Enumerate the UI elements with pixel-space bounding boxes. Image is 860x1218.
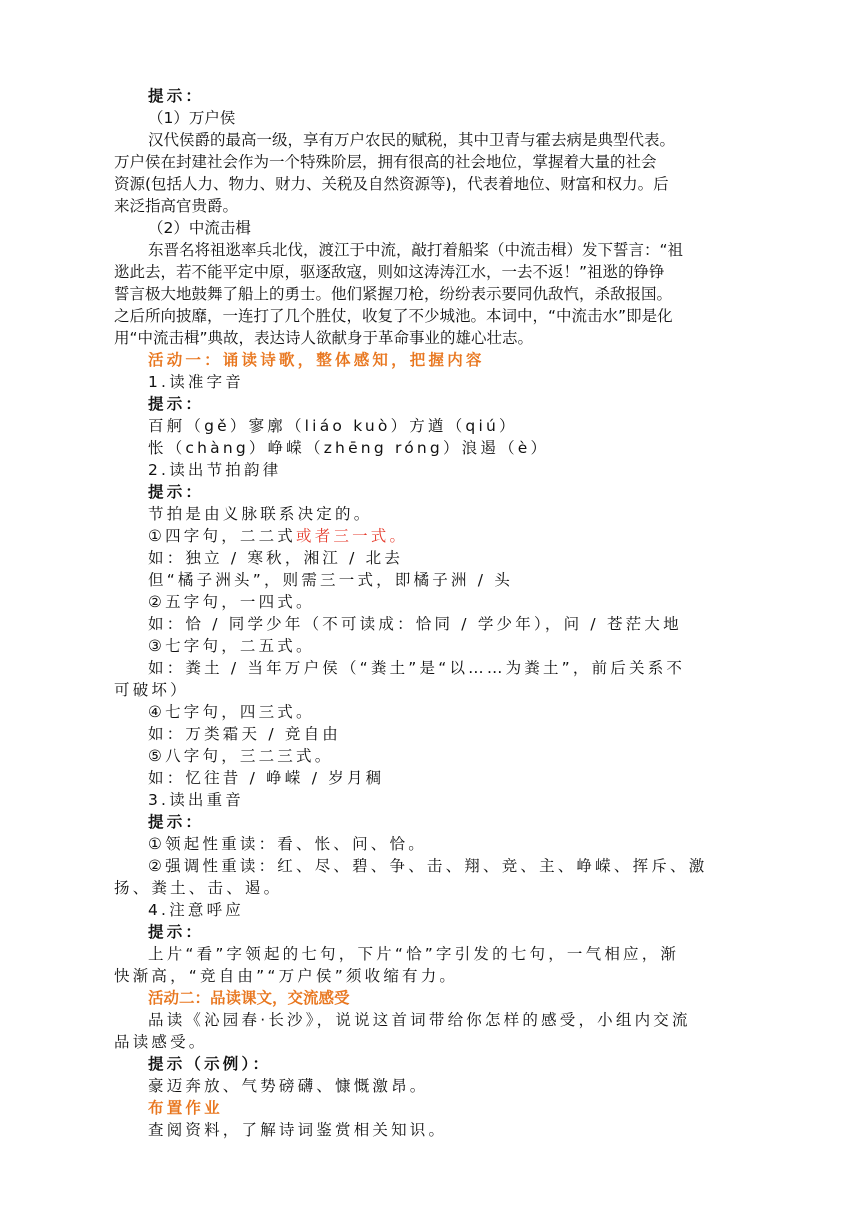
section-heading: [0, 987, 860, 1009]
text-line-content: 3.读出重音: [148, 791, 244, 809]
text-line-content: 上片“看”字领起的七句，下片“恰”字引发的七句，一气相应，渐: [148, 945, 680, 963]
text-line-content: 1.读准字音: [148, 373, 244, 391]
text-line-content: 活动二：品读课文，交流感受: [148, 989, 350, 1007]
text-line: [0, 833, 860, 855]
text-line-content: 查阅资料，了解诗词鉴赏相关知识。: [148, 1121, 448, 1139]
text-line-content: 提示（示例）：: [148, 1055, 272, 1073]
text-line: [0, 679, 860, 701]
text-line-content: ①四字句，二二式: [148, 527, 296, 545]
text-line-content: 2.读出节拍韵律: [148, 461, 282, 479]
text-line: [0, 393, 860, 415]
text-line: [0, 371, 860, 393]
text-line-content: ③七字句，二五式。: [148, 637, 315, 655]
text-line-content: 提示：: [148, 483, 205, 501]
text-line-content: 豪迈奔放、气势磅礴、慷慨激昂。: [148, 1077, 429, 1095]
text-line: [0, 723, 860, 745]
text-line: [0, 195, 860, 217]
text-line: [0, 921, 860, 943]
text-line: [0, 1009, 860, 1031]
text-line: [0, 1031, 860, 1053]
text-line-content: 快渐高，“竞自由”“万户侯”须收缩有力。: [114, 967, 459, 985]
text-line: [0, 217, 860, 239]
text-line: [0, 745, 860, 767]
text-line-content: 誓言极大地鼓舞了船上的勇士。他们紧握刀枪，纷纷表示要同仇敌忾，杀敌报国。: [114, 285, 673, 303]
text-line: [0, 613, 860, 635]
text-line: [0, 657, 860, 679]
text-line: [0, 283, 860, 305]
text-line: [0, 239, 860, 261]
text-line: [0, 459, 860, 481]
text-line-content: 用“中流击楫”典故，表达诗人欲献身于革命事业的雄心壮志。: [114, 329, 534, 347]
text-line: [0, 591, 860, 613]
text-line-content: 品读感受。: [114, 1033, 208, 1051]
text-line-content: 之后所向披靡，一连打了几个胜仗，收复了不少城池。本词中，“中流击水”即是化: [114, 307, 673, 325]
highlighted-text: 或者三一式。: [296, 527, 409, 545]
text-line-content: 提示：: [148, 395, 205, 413]
text-line-content: 如：粪土 / 当年万户侯（“粪土”是“以……为粪土”，前后关系不: [148, 659, 686, 677]
text-line-content: 万户侯在封建社会作为一个特殊阶层，拥有很高的社会地位，掌握着大量的社会: [114, 153, 657, 171]
text-line-content: 节拍是由义脉联系决定的。: [148, 505, 373, 523]
text-line-content: 来泛指高官贵爵。: [114, 197, 239, 215]
text-line: [0, 811, 860, 833]
text-line: [0, 1053, 860, 1075]
text-line-content: 怅（chàng）峥嵘（zhēng róng）浪遏（è）: [148, 439, 550, 457]
text-line-content: （1）万户侯: [148, 109, 236, 127]
text-line-content: 资源(包括人力、物力、财力、关税及自然资源等)，代表着地位、财富和权力。后: [114, 175, 669, 193]
text-line-content: 活动一：诵读诗歌，整体感知，把握内容: [148, 351, 485, 369]
text-line: [0, 965, 860, 987]
text-line: [0, 327, 860, 349]
text-line-content: 如：独立 / 寒秋，湘江 / 北去: [148, 549, 404, 567]
text-line-content: 4.注意呼应: [148, 901, 244, 919]
text-line-content: 布置作业: [148, 1099, 223, 1117]
text-line: [0, 701, 860, 723]
text-line: [0, 899, 860, 921]
text-line: [0, 173, 860, 195]
text-line: [0, 481, 860, 503]
text-line: [0, 503, 860, 525]
text-line: [0, 635, 860, 657]
text-line-content: 提示：: [148, 87, 205, 105]
text-line: [0, 547, 860, 569]
text-line: [0, 943, 860, 965]
section-heading: [0, 349, 860, 371]
text-line: [0, 1119, 860, 1141]
text-line: [0, 437, 860, 459]
text-line-content: 但“橘子洲头”，则需三一式，即橘子洲 / 头: [148, 571, 514, 589]
text-line-content: 可破坏）: [114, 681, 189, 699]
text-line-content: 如：万类霜天 / 竞自由: [148, 725, 341, 743]
text-line: [0, 767, 860, 789]
text-line-content: 如：恰 / 同学少年（不可读成：恰同 / 学少年），问 / 苍茫大地: [148, 615, 682, 633]
text-line: [0, 415, 860, 437]
text-line: [0, 129, 860, 151]
text-line-content: 逖此去，若不能平定中原，驱逐敌寇，则如这涛涛江水，一去不返！”祖逖的铮铮: [114, 263, 665, 281]
text-line: [0, 151, 860, 173]
text-line-content: ④七字句，四三式。: [148, 703, 315, 721]
text-line-content: ②强调性重读：红、尽、碧、争、击、翔、竞、主、峥嵘、挥斥、激: [148, 857, 708, 875]
text-line: [0, 855, 860, 877]
text-line: [0, 877, 860, 899]
text-line: [0, 525, 860, 547]
text-line: [0, 789, 860, 811]
text-line-content: （2）中流击楫: [148, 219, 251, 237]
text-line-content: 扬、粪土、击、遏。: [114, 879, 283, 897]
text-line: [0, 305, 860, 327]
text-line-content: ①领起性重读：看、怅、问、恰。: [148, 835, 427, 853]
text-line: [0, 107, 860, 129]
text-line: [0, 261, 860, 283]
text-line-content: 提示：: [148, 813, 205, 831]
text-line-content: 汉代侯爵的最高一级，享有万户农民的赋税，其中卫青与霍去病是典型代表。: [148, 131, 676, 149]
text-line: [0, 85, 860, 107]
text-line-content: 如：忆往昔 / 峥嵘 / 岁月稠: [148, 769, 385, 787]
text-line-content: ⑤八字句，三二三式。: [148, 747, 334, 765]
text-line-content: 品读《沁园春·长沙》，说说这首词带给你怎样的感受，小组内交流: [148, 1011, 691, 1029]
text-line-content: 东晋名将祖逖率兵北伐，渡江于中流，敲打着船桨（中流击楫）发下誓言：“祖: [148, 241, 684, 259]
text-line-content: 百舸（gě）寥廓（liáo kuò）方遒（qiú）: [148, 417, 518, 435]
section-heading: [0, 1097, 860, 1119]
text-line: [0, 569, 860, 591]
text-line-content: ②五字句，一四式。: [148, 593, 315, 611]
text-line-content: 提示：: [148, 923, 205, 941]
text-line: [0, 1075, 860, 1097]
